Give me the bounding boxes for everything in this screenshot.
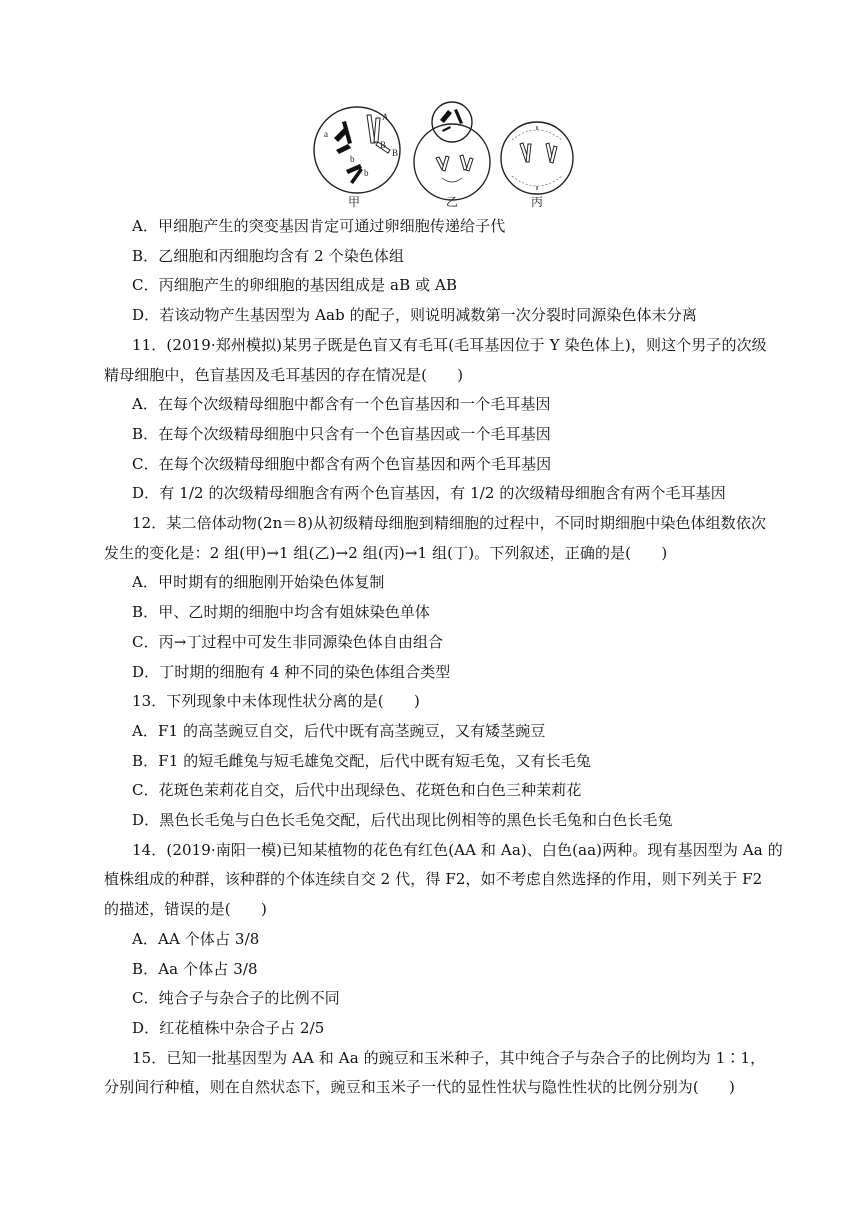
option-line: B．在每个次级精母细胞中只含有一个色盲基因或一个毛耳基因 [132, 424, 551, 443]
svg-text:b: b [364, 168, 369, 178]
option-line: C．在每个次级精母细胞中都含有两个色盲基因和两个毛耳基因 [132, 454, 552, 473]
option-line: D．黑色长毛兔与白色长毛兔交配，后代出现比例相等的黑色长毛兔和白色长毛兔 [132, 811, 673, 830]
option-line: D．有 1/2 的次级精母细胞含有两个色盲基因，有 1/2 的次级精母细胞含有两个毛耳基因 [132, 484, 726, 503]
question-stem: 15．已知一批基因型为 AA 和 Aa 的豌豆和玉米种子，其中纯合子与杂合子的比例均为 1∶1， [132, 1048, 766, 1067]
option-line: B．F1 的短毛雌兔与短毛雄兔交配，后代中既有短毛兔，又有长毛兔 [132, 751, 591, 770]
option-line: C．纯合子与杂合子的比例不同 [132, 989, 340, 1008]
question-text [104, 212, 783, 1103]
option-line: D．若该动物产生基因型为 Aab 的配子，则说明减数第一次分裂时同源染色体未分离 [132, 306, 697, 325]
question-continuation: 的描述，错误的是( ) [104, 900, 267, 919]
option-line: B．Aa 个体占 3/8 [132, 959, 258, 978]
svg-text:B: B [392, 148, 399, 158]
question-continuation: 发生的变化是：2 组(甲)→1 组(乙)→2 组(丙)→1 组(丁)。下列叙述，正确的是( ) [104, 543, 668, 562]
label-bing: 丙 [531, 195, 544, 209]
label-jia: 甲 [348, 195, 361, 209]
option-line: B．甲、乙时期的细胞中均含有姐妹染色单体 [132, 603, 431, 622]
svg-text:a: a [324, 129, 328, 139]
question-stem: 13．下列现象中未体现性状分离的是( ) [132, 692, 420, 711]
svg-text:A: A [382, 112, 389, 122]
option-line: A．在每个次级精母细胞中都含有一个色盲基因和一个毛耳基因 [132, 395, 551, 414]
cell-bing [501, 122, 573, 194]
question-stem: 12．某二倍体动物(2n＝8)从初级精母细胞到精细胞的过程中，不同时期细胞中染色体组数依次 [132, 514, 767, 533]
option-line: C．丙细胞产生的卵细胞的基因组成是 aB 或 AB [132, 276, 458, 295]
cell-division-figure [312, 100, 582, 210]
cell-jia [314, 107, 400, 193]
option-line: D．丁时期的细胞有 4 种不同的染色体组合类型 [132, 662, 451, 681]
option-line: A．甲细胞产生的突变基因肯定可通过卵细胞传递给子代 [132, 217, 506, 235]
cell-yi [414, 102, 490, 200]
question-continuation: 植株组成的种群，该种群的个体连续自交 2 代，得 F2，如不考虑自然选择的作用，则下列关于 F2 [104, 870, 763, 889]
question-continuation: 精母细胞中，色盲基因及毛耳基因的存在情况是( ) [104, 365, 464, 384]
option-line: B．乙细胞和丙细胞均含有 2 个染色体组 [132, 246, 405, 265]
option-line: A．甲时期有的细胞刚开始染色体复制 [132, 573, 385, 592]
svg-text:B: B [380, 140, 387, 150]
question-stem: 11．(2019·郑州模拟)某男子既是色盲又有毛耳(毛耳基因位于 Y 染色体上)，则这个男子的次级 [132, 335, 767, 354]
option-line: C．花斑色茉莉花自交，后代中出现绿色、花斑色和白色三种茉莉花 [132, 781, 582, 800]
svg-text:b: b [350, 154, 355, 164]
question-stem: 14．(2019·南阳一模)已知某植物的花色有红色(AA 和 Aa)、白色(aa)两种。现有基因型为 Aa 的 [132, 840, 783, 859]
question-continuation: 分别间行种植，则在自然状态下，豌豆和玉米子一代的显性性状与隐性性状的比例分别为( ) [104, 1078, 736, 1097]
label-yi: 乙 [446, 195, 459, 209]
option-line: D．红花植株中杂合子占 2/5 [132, 1018, 325, 1037]
option-line: A．AA 个体占 3/8 [132, 929, 260, 948]
option-line: A．F1 的高茎豌豆自交，后代中既有高茎豌豆，又有矮茎豌豆 [132, 721, 546, 740]
option-line: C．丙→丁过程中可发生非同源染色体自由组合 [132, 632, 444, 651]
